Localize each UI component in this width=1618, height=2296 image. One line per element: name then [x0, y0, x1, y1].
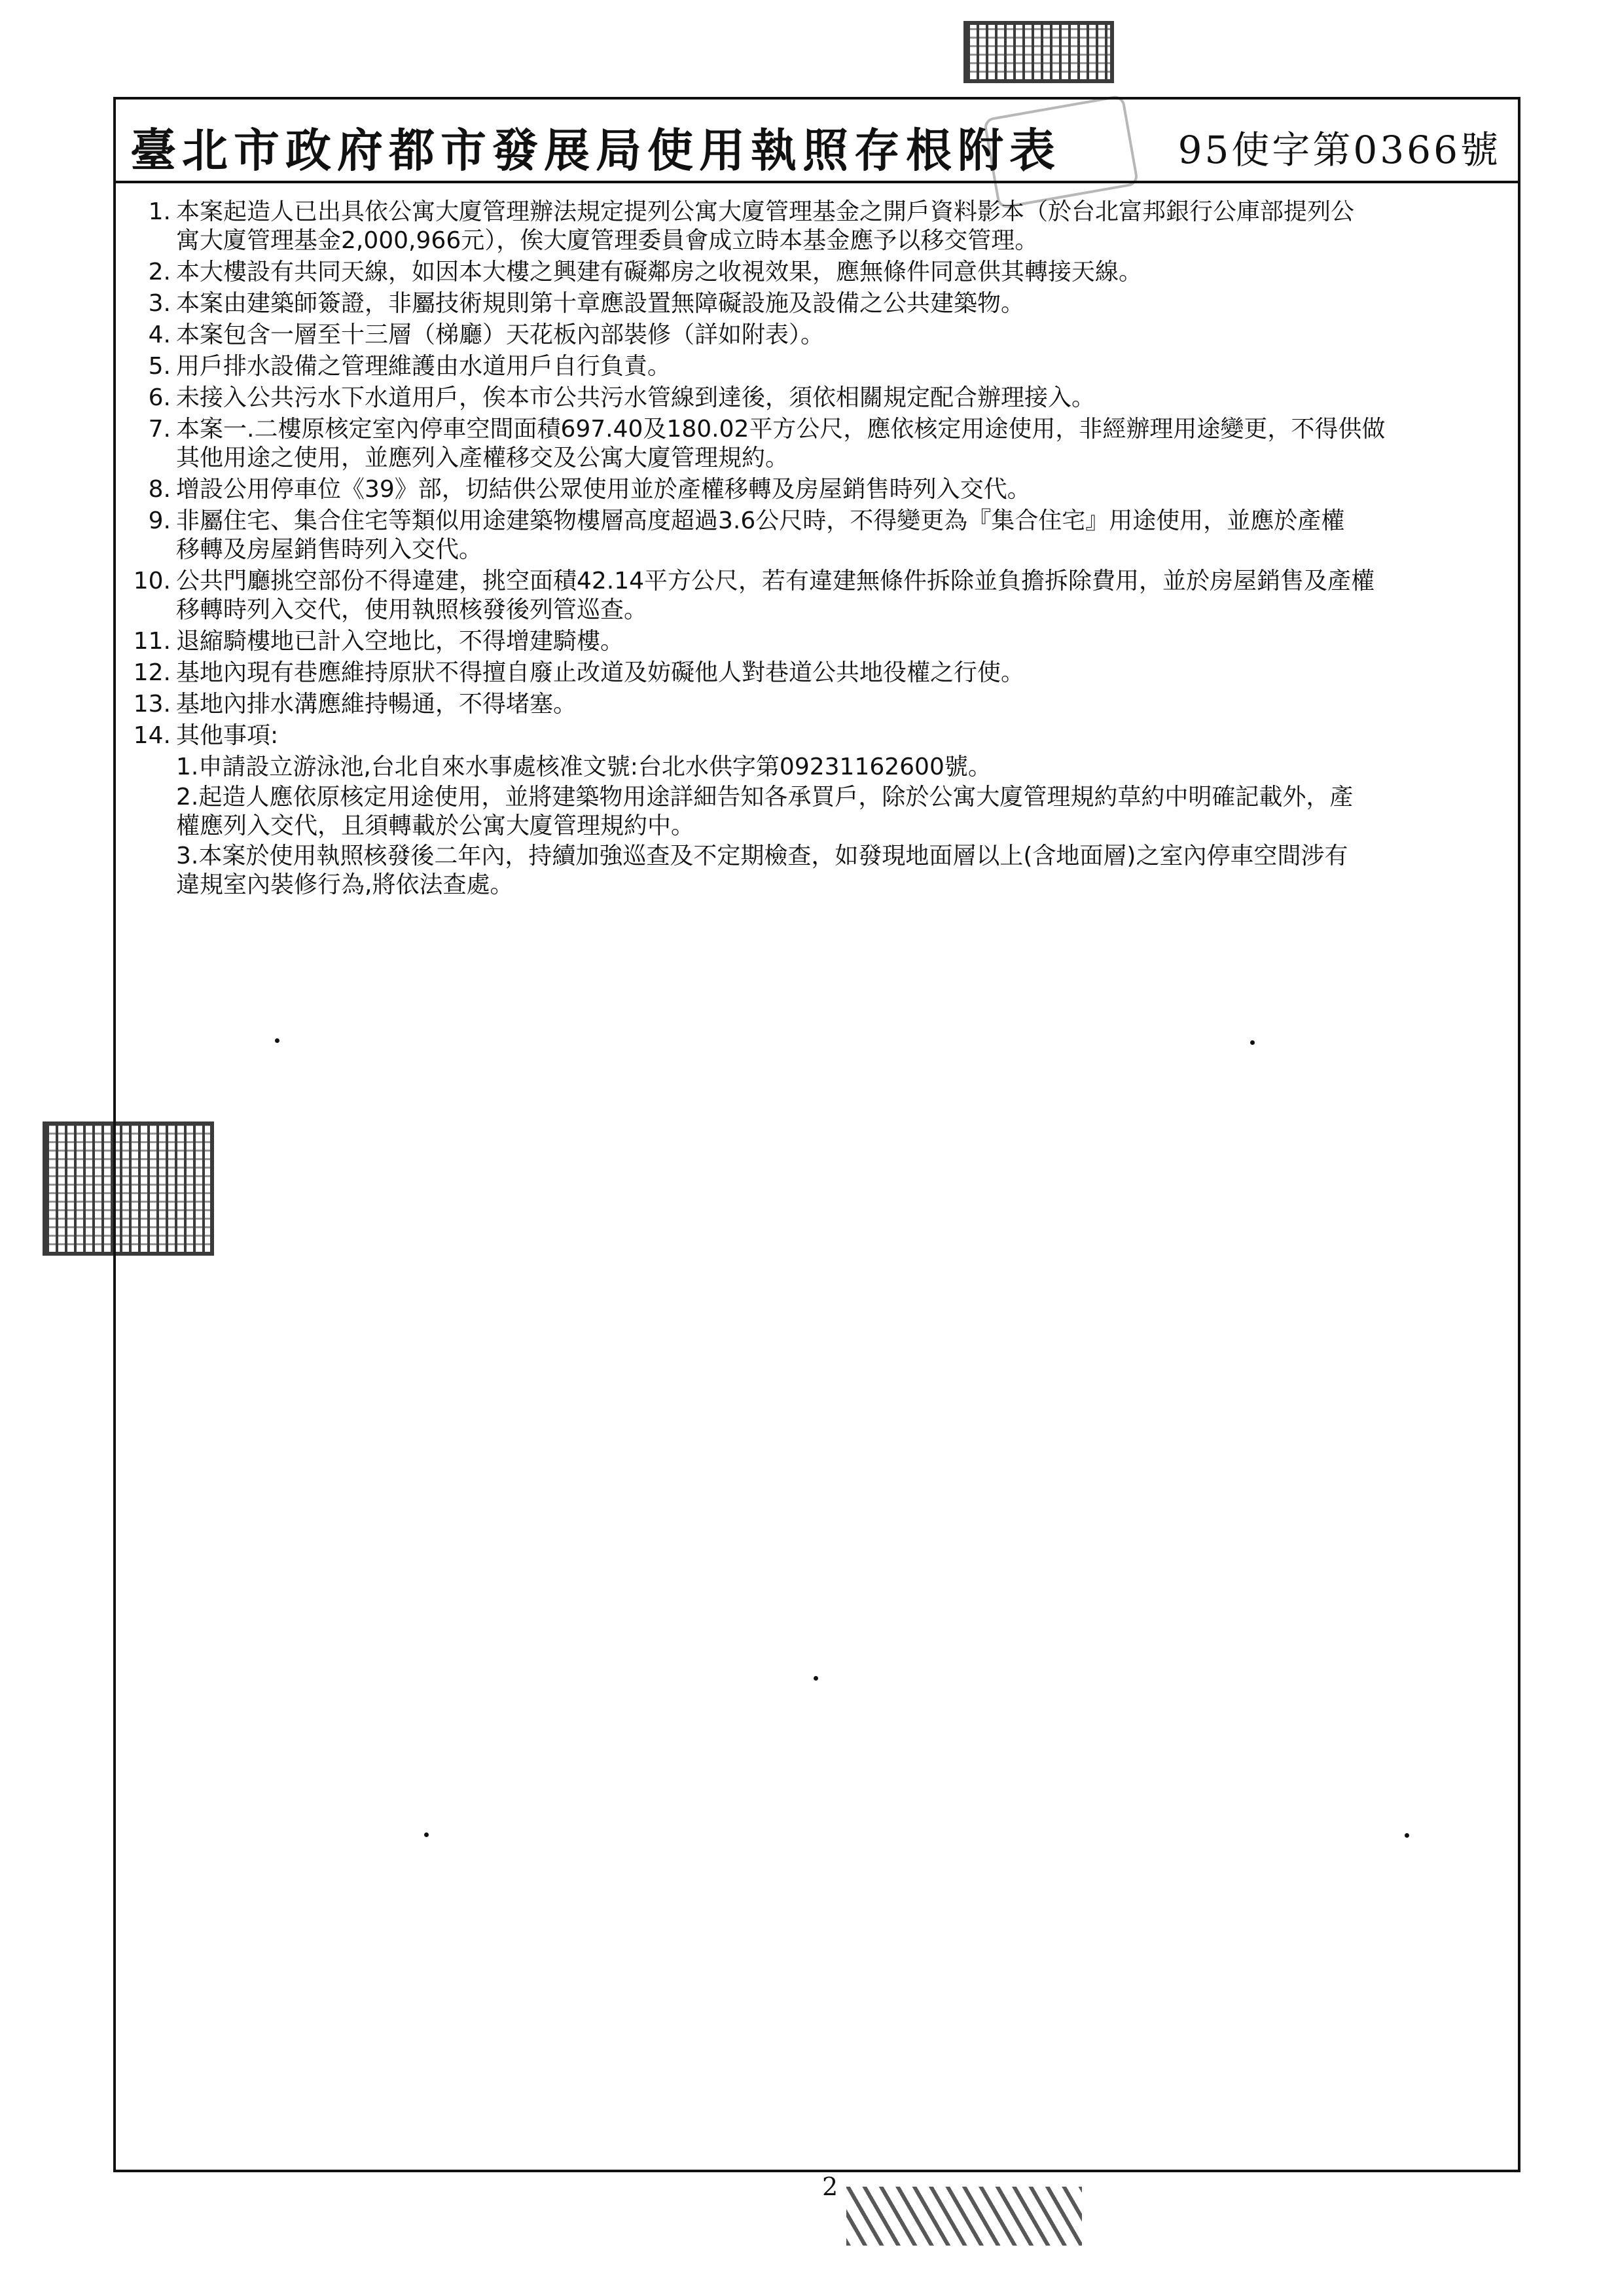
condition-item: [116, 690, 1518, 719]
document-title: 臺北市政府都市發展局使用執照存根附表: [130, 123, 1061, 177]
condition-number: 5.: [148, 353, 171, 380]
condition-item: [116, 415, 1518, 473]
condition-item: [116, 352, 1518, 381]
condition-item: [116, 321, 1518, 350]
condition-number: 4.: [148, 321, 171, 348]
condition-text: 基地內現有巷應維持原狀不得擅自廢止改道及妨礙他人對巷道公共地役權之行使。: [176, 659, 1025, 686]
conditions-list: [116, 198, 1518, 901]
condition-text: 本案一.二樓原核定室內停車空間面積697.40及180.02平方公尺，應依核定用途使用，非經辦理用途變更，不得供做 其他用途之使用，並應列入產權移交及公寓大廈管理規約。: [176, 416, 1386, 471]
condition-number: 8.: [148, 476, 171, 503]
condition-number: 9.: [148, 507, 171, 534]
condition-text: 本大樓設有共同天線，如因本大樓之興建有礙鄰房之收視效果，應無條件同意供其轉接天線。: [176, 259, 1143, 285]
scan-speck: [424, 1832, 429, 1837]
condition-item: [116, 567, 1518, 625]
condition-text: 本案由建築師簽證，非屬技術規則第十章應設置無障礙設施及設備之公共建築物。: [176, 290, 1025, 317]
condition-text: 本案包含一層至十三層（梯廳）天花板內部裝修（詳如附表）。: [176, 321, 825, 348]
condition-item: [116, 721, 1518, 750]
condition-text: 其他事項:: [176, 722, 279, 749]
condition-item: [116, 258, 1518, 287]
condition-number: 10.: [133, 568, 171, 594]
seal-stamp-bottom: [846, 2187, 1082, 2246]
other-item: 3.本案於使用執照核發後二年內，持續加強巡查及不定期檢查，如發現地面層以上(含地面層)之室內停車空間涉有 違規室內裝修行為,將依法查處。: [176, 843, 1348, 898]
scan-speck: [1405, 1833, 1409, 1838]
condition-item: [116, 507, 1518, 564]
condition-number: 11.: [133, 628, 171, 655]
condition-text: 公共門廳挑空部份不得違建，挑空面積42.14平方公尺，若有違建無條件拆除並負擔拆除費用，並於房屋銷售及產權 移轉時列入交代，使用執照核發後列管巡查。: [176, 568, 1375, 623]
other-item: 2.起造人應依原核定用途使用，並將建築物用途詳細告知各承買戶，除於公寓大廈管理規約草約中明確記載外，產 權應列入交代，且須轉載於公寓大廈管理規約中。: [176, 784, 1354, 839]
condition-item: [116, 659, 1518, 687]
condition-text: 增設公用停車位《39》部，切結供公眾使用並於產權移轉及房屋銷售時列入交代。: [176, 476, 1031, 503]
condition-item: [116, 384, 1518, 412]
condition-text: 非屬住宅、集合住宅等類似用途建築物樓層高度超過3.6公尺時，不得變更為『集合住宅』用途使用，並應於產權 移轉及房屋銷售時列入交代。: [176, 507, 1345, 563]
page-number: 2: [822, 2172, 838, 2201]
condition-item: [116, 289, 1518, 318]
document-header: [116, 100, 1518, 183]
condition-number: 1.: [148, 198, 171, 225]
condition-text: 退縮騎樓地已計入空地比，不得增建騎樓。: [176, 628, 624, 655]
condition-item: [116, 475, 1518, 504]
condition-text: 本案起造人已出具依公寓大廈管理辦法規定提列公寓大廈管理基金之開戶資料影本（於台北富邦銀行公庫部提列公 寓大廈管理基金2,000,966元），俟大廈管理委員會成立時本基金應予以移交管理。: [176, 198, 1355, 254]
permit-number: 95使字第0366號: [1178, 128, 1501, 172]
other-item: 1.申請設立游泳池,台北自來水事處核准文號:台北水供字第09231162600號。: [176, 754, 992, 780]
document-frame: [113, 97, 1520, 2172]
seal-stamp-top: [963, 21, 1114, 83]
scan-speck: [814, 1676, 818, 1681]
condition-number: 13.: [133, 691, 171, 718]
condition-item: [116, 627, 1518, 656]
condition-number: 7.: [148, 416, 171, 443]
condition-text: 用戶排水設備之管理維護由水道用戶自行負責。: [176, 353, 672, 380]
condition-number: 12.: [133, 659, 171, 686]
condition-number: 6.: [148, 384, 171, 411]
condition-text: 基地內排水溝應維持暢通，不得堵塞。: [176, 691, 577, 718]
scan-speck: [275, 1038, 279, 1043]
condition-item: [116, 198, 1518, 255]
scan-speck: [1250, 1040, 1255, 1045]
condition-number: 2.: [148, 259, 171, 285]
condition-number: 14.: [133, 722, 171, 749]
condition-number: 3.: [148, 290, 171, 317]
condition-text: 未接入公共污水下水道用戶，俟本市公共污水管線到達後，須依相關規定配合辦理接入。: [176, 384, 1096, 411]
